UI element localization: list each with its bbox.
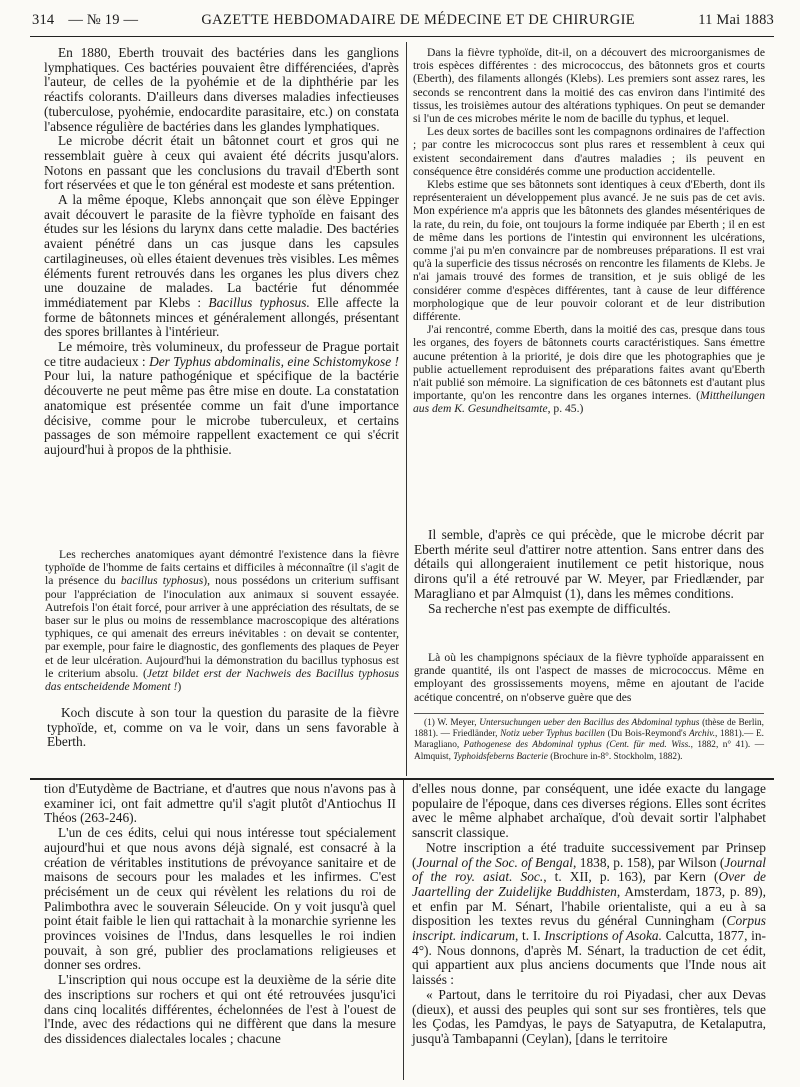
right-column-continuation (414, 651, 764, 704)
text: Notre inscription a été traduite successivement par Prinsep ( (412, 839, 766, 870)
text: , p. 45.) (547, 402, 584, 416)
text: , Amsterdam, 1873, p. 89), et enfin par M. Sénart, l'habile orientaliste, qui a eu à sa disposition les textes revus du général Cunningham ( (412, 883, 766, 929)
emphasis: Journal of the roy. asiat. Soc. (412, 854, 766, 885)
text: ), nous possédons un criterium suffisant pour l'appréciation de l'inoculation aux animaux si souvent essayée. Autrefois l'on était forcé, pour arriver à une appréciation des résultats, de se baser sur le plus ou moins de ressemblance macroscopique des altérations typhiques, ce qui amenait des erreurs inévitables : on devait se contenter, par exemple, pour faire le diagnostic, des gonflements des plaques de Peyer et de leur ulcération. Aujourd'hui la démonstration du bacillus typhosus est le criterium absolu. ( (45, 574, 399, 680)
paragraph (44, 193, 399, 340)
emphasis: Untersuchungen ueber den Bacillus des Abdominal typhus (479, 718, 700, 728)
journal-title: GAZETTE HEBDOMADAIRE DE MÉDECINE ET DE CHIRURGIE (201, 12, 636, 28)
right-column-quote (413, 46, 765, 416)
text: , 1838, p. 158), par Wilson ( (572, 854, 725, 870)
text: , 1881).— E. Maragliano, (414, 729, 764, 751)
text: Les recherches anatomiques ayant démontré l'existence dans la fièvre typhoïde de l'homme de faits certains et difficiles à méconnaître (il s'agit de la présence du (45, 548, 399, 588)
column-divider-top (406, 42, 407, 776)
text: , t. I. (515, 928, 541, 944)
text: Pour lui, la nature pathogénique et spécifique de la bactérie découverte ne peut même pas être mise en doute. La constatation anatomique est présentée comme un fait d'une importance décisive, comme pour le microbe tuberculeux, et certains passages de son mémoire rappellent exactement ce qui s'écrit aujourd'hui à propos de la phthisie. (44, 368, 399, 457)
text: ) (177, 680, 182, 694)
column-divider-bottom (403, 780, 404, 1080)
bottom-left-column (44, 782, 396, 1047)
paragraph: d'elles nous donne, par conséquent, une idée exacte du langage populaire de l'époque, dans ces diverses régions. Elles sont écrites avec le même alphabet archaïque, d'où devait sortir l'alphabet sanscrit classique. (412, 781, 766, 841)
text: (Brochure in-8°. Stockholm, 1882). (550, 751, 683, 762)
issue-date: 11 Mai 1883 (698, 12, 774, 28)
emphasis: Over de Jaartelling der Zuidelijke Buddhisten (412, 869, 767, 899)
paragraph: Là où les champignons spéciaux de la fièvre typhoïde apparaissent en grande quantité, ils ont l'aspect de masses de micrococcus. Même en employant des grossissements moyens, même en ajoutant de l'acide acétique concentré, on n'observe guère que des (414, 651, 764, 704)
text: , 1882, n° 41). — Almquist, (414, 740, 765, 762)
paragraph: Dans la fièvre typhoïde, dit-il, on a découvert des microorganismes de trois espèces différentes : des micrococcus, des bâtonnets gros et courts (Eberth), des filaments allongés (Klebs). Les premiers sont assez rares, les seconds se rencontrent dans la moitié des cas environ dans l'intimité des tissus, les troisièmes autour des altérations typhiques. On peut se demander si l'un de ces microbes mérite le nom de bacille du typhus, et lequel. (413, 46, 765, 126)
paragraph: L'inscription qui nous occupe est la deuxième de la série dite des inscriptions sur rochers et qui ont été retrouvées jusqu'ici dans cinq localités différentes, échelonnées de l'est à l'ouest de l'Inde, avec des rédactions qui ne diffèrent que dans la mesure des dissidences dialectales locales ; chacune (44, 972, 396, 1046)
text: J'ai rencontré, comme Eberth, dans la moitié des cas, presque dans tous les organes, des foyers de bâtonnets courts caractéristiques. Sans émettre aucune prétention à la priorité, je dois dire que les photographies que je publie actuellement reproduisent des préparations faites avant qu'Eberth n'ait publié son mémoire. La signification de ces bâtonnets est d'autant plus importante, qu'on les rencontre dans les organes internes. ( (413, 323, 765, 403)
footnote-rule (414, 713, 764, 714)
paragraph (45, 548, 399, 693)
paragraph (413, 323, 765, 415)
text: Calcutta, 1877, in-4°). Nous donnons, d'après M. Sénart, la traduction de cet édit, qui appartient aux plus anciens documents que l'Inde nous ait laissés : (412, 928, 766, 988)
paragraph: Sa recherche n'est pas exempte de difficultés. (428, 600, 671, 616)
emphasis: Journal of the Soc. of Bengal (416, 854, 573, 870)
paragraph (412, 841, 766, 988)
emphasis: Jetzt bildet erst der Nachweis des Bacillus typhosus das entscheidende Moment ! (45, 666, 399, 694)
emphasis: Inscriptions of Asoka. (544, 928, 662, 944)
right-column-block (414, 528, 764, 616)
paragraph: Il semble, d'après ce qui précède, que le microbe décrit par Eberth mérite seul d'attirer notre attention. Sans entrer dans des détails qui allongeraient inutilement ce petit historique, nous dirons qu'il a été retrouvé par W. Meyer, par Friedlænder, par Maragliano et par Almquist (1), dans les mêmes conditions. (414, 527, 764, 601)
paragraph: tion d'Eutydème de Bactriane, et d'autres que nous n'avons pas à examiner ici, ont fait admettre qu'il s'agit plutôt d'Antiochus II Théos (263-246). (44, 781, 396, 826)
emphasis: Mittheilungen aus dem K. Gesundheitsamte (413, 389, 765, 416)
emphasis: Pathogenese des Abdominal typhus (Cent. für med. Wiss. (463, 740, 691, 751)
left-column-quote (45, 548, 399, 693)
text: (1) W. Meyer, (424, 718, 477, 728)
page-number: 314 (32, 12, 55, 28)
left-column-block-2 (47, 706, 399, 750)
emphasis: Archiv. (688, 729, 716, 740)
running-header (32, 12, 774, 36)
footnote (414, 718, 764, 763)
emphasis: Notiz ueber Typhus bacillen (500, 729, 605, 740)
paragraph: Koch discute à son tour la question du parasite de la fièvre typhoïde, et, comme on va le voir, dans un sens favorable à Eberth. (47, 705, 399, 750)
emphasis: Der Typhus abdominalis, eine Schistomykose ! (149, 353, 399, 369)
paragraph: « Partout, dans le territoire du roi Piyadasi, cher aux Devas (dieux), et aussi des peuples qui sont sur ses frontières, tels que les Çodas, les Pamdyas, le pays de Satyaputra, de Ketalaputra, jusqu'à Tambapanni (Ceylan), [dans le territoire (412, 986, 766, 1046)
paragraph (44, 340, 399, 458)
bottom-right-column (412, 782, 766, 1047)
issue-number: — № 19 — (68, 12, 139, 28)
text: A la même époque, Klebs annonçait que son élève Eppinger avait découvert le parasite de la fièvre typhoïde en faisant des études sur les lésions du larynx dans cette maladie. Des bactéries avaient pénétré dans un cas jusque dans les capsules cartilagineuses, où elles étaient devenues très visibles. Les mêmes éléments furent retrouvés dans les organes les plus divers chez une douzaine de malades. La bactérie fut dénommée immédiatement par Klebs : (44, 192, 399, 310)
paragraph: En 1880, Eberth trouvait des bactéries dans les ganglions lymphatiques. Ces bactéries pouvaient être différenciées, d'après l'auteur, de celles de la pyohémie et de la diphthérie par les réactifs colorants. D'ailleurs dans diverses maladies infectieuses (tuberculose, pyohémie, endocardite parasitaire, etc.) on constata l'absence régulière de bactéries dans les glandes lymphatiques. (44, 45, 399, 134)
paragraph: Le microbe décrit était un bâtonnet court et gros qui ne ressemblait guère à ceux qui avaient été décrits jusqu'alors. Notons en passant que les conclusions du travail d'Eberth sont fort réservées et que le ton général est modeste et sans prétention. (44, 133, 399, 193)
text: Elle affecte la forme de bâtonnets minces et généralement allongés, présentant des spores brillantes à l'intérieur. (44, 294, 399, 340)
emphasis: Corpus inscript. indicarum (412, 913, 766, 944)
paragraph: L'un de ces édits, celui qui nous intéresse tout spécialement aujourd'hui et que nous avons déjà signalé, est consacré à la création de véritables institutions de prévoyance sanitaire et de maisons de secours pour les malades et les infirmes. C'est précisément un de ceux qui révèlent les relations du roi de Palimbothra avec le souverain Séleucide. On y voit jusqu'à quel point était faible le lien qui rattachait à la monarchie syrienne les provinces voisines de l'Indus, dans lesquelles le roi indien pouvait, à son gré, publier des proclamations religieuses et donner ses ordres. (44, 825, 396, 973)
emphasis: Bacillus typhosus. (208, 294, 310, 310)
paragraph: Klebs estime que ses bâtonnets sont identiques à ceux d'Eberth, dont ils représenteraient un développement plus avancé. Je ne suis pas de cet avis. Mon expérience m'a appris que les bâtonnets des glandes mésentériques de la rate, du rein, du foie, ont toujours la forme indiquée par Eberth ; il en est de même dans les portions de l'intestin qui environnent les ulcérations, comme j'ai pu m'en convaincre par de nombreuses préparations. Il est vrai qu'à la superficie des tissus nécrosés on rencontre les filaments de Klebs. Je n'ai jamais trouvé des formes de transition, et je suis obligé de les considérer comme d'espèces différentes, tant à cause de leur différence morphologique que de leur pouvoir colorant et de leur distribution différente. (413, 178, 765, 324)
text: (Du Bois-Reymond's (607, 729, 687, 740)
emphasis: Typhoidsfeberns Bacterie (453, 751, 548, 762)
header-rule (30, 36, 774, 37)
paragraph: Les deux sortes de bacilles sont les compagnons ordinaires de l'affection ; par contre les micrococcus sont plus rares et ressemblent à ceux qui existent secondairement dans d'autres maladies ; ils peuvent en conséquence être considérés comme une production accidentelle. (413, 125, 765, 178)
text: , t. XII, p. 163), par Kern ( (543, 869, 719, 885)
text: Le mémoire, très volumineux, du professeur de Prague portait ce titre audacieux : (44, 339, 399, 369)
emphasis: bacillus typhosus (120, 574, 204, 588)
footnote-text (414, 718, 764, 763)
left-column-block-1 (44, 46, 399, 458)
section-rule (30, 778, 774, 780)
text: (thèse de Berlin, 1881). — Friedländer, (414, 718, 765, 740)
